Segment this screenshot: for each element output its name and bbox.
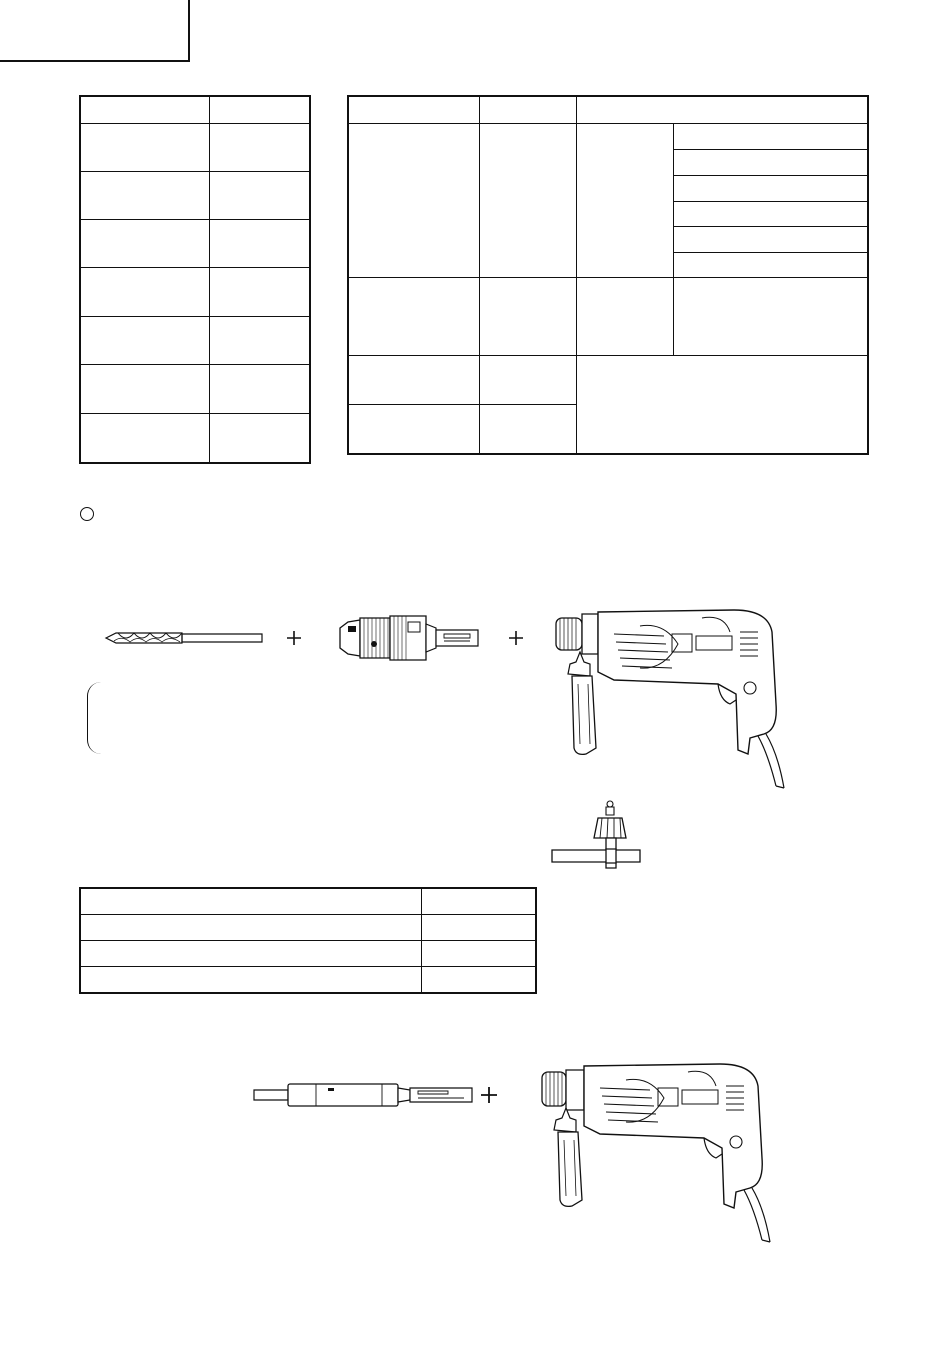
table-cell [480,97,577,124]
table-cell [210,97,310,124]
left-table [80,96,310,463]
table-cell [674,124,868,150]
table-cell [349,356,480,405]
right-table [348,96,868,454]
table-cell [210,220,310,268]
table-cell [349,124,480,278]
chuck-key-icon [550,800,642,870]
table-cell [81,172,210,220]
table-cell [480,356,577,405]
table-cell [210,124,310,172]
sds-adapter-icon [252,1080,476,1110]
table-cell [210,365,310,414]
table-cell [480,278,577,356]
table-cell [81,915,422,941]
table-cell [81,414,210,463]
plus-icon [480,1086,498,1104]
table-cell [674,278,868,356]
table-cell [81,220,210,268]
table-cell [81,365,210,414]
table-cell [674,253,868,278]
plus-icon [508,630,524,646]
table-cell [81,97,210,124]
table-cell [349,278,480,356]
table-cell [81,317,210,365]
table-cell [674,176,868,202]
table-cell [210,317,310,365]
drill-bit-icon [104,628,264,648]
table-cell [674,150,868,176]
table-cell [210,172,310,220]
table-cell [577,124,674,278]
chuck-and-adapter-icon [332,610,482,666]
table-cell [422,941,536,967]
table-cell [577,97,868,124]
table-cell [480,405,577,454]
table-cell [480,124,577,278]
circle-marker [80,507,94,521]
table-cell [81,941,422,967]
bracket [87,682,101,754]
table-cell [349,97,480,124]
table-cell [210,414,310,463]
page-corner-tab [0,0,190,62]
table-cell [349,405,480,454]
hammer-drill-icon [540,1060,776,1246]
table-cell [81,124,210,172]
table-cell [674,227,868,253]
table-cell [422,889,536,915]
table-cell [674,202,868,227]
table-cell [81,268,210,317]
table-cell [577,356,868,454]
table-cell [422,915,536,941]
hammer-drill-icon [554,604,790,790]
table-cell [81,889,422,915]
table-cell [577,278,674,356]
plus-icon [286,630,302,646]
table-cell [422,967,536,993]
lower-table [80,888,536,993]
table-cell [210,268,310,317]
table-cell [81,967,422,993]
